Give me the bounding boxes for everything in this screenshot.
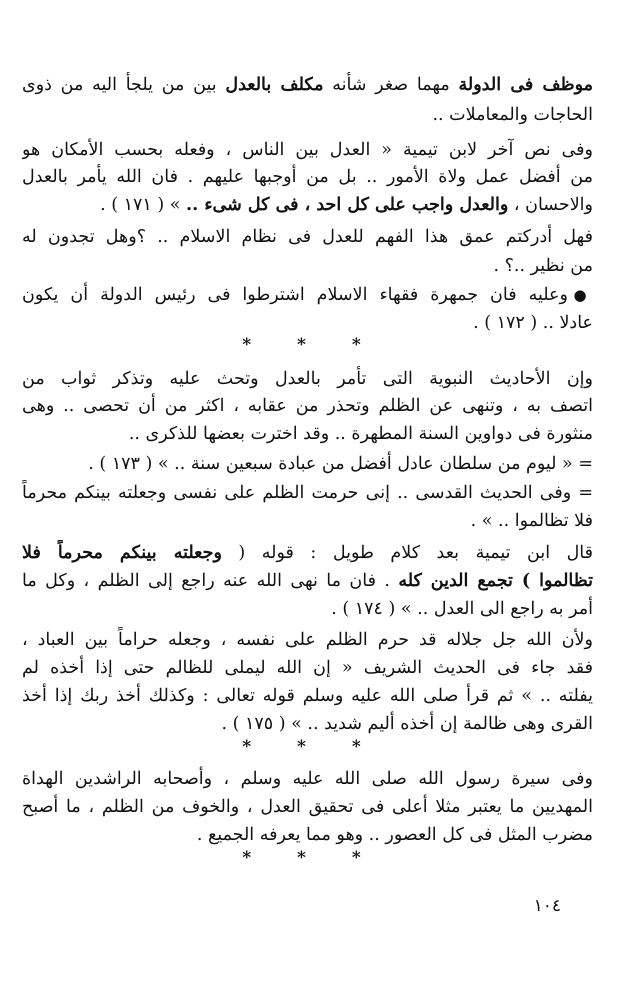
bold-phrase: تظالموا ) تجمع الدين كله xyxy=(398,571,593,591)
text-span: بين من يلجأ اليه من ذوى xyxy=(22,75,226,95)
section-divider: * * * xyxy=(242,335,381,355)
text-line: المهديين ما يعتبر مثلا أعلى فى تحقيق العدل ، والخوف من الظلم ، ما أصبح xyxy=(22,797,593,817)
bold-phrase: وجعلته بينكم محرماً فلا xyxy=(22,543,222,563)
text-line: الحاجات والمعاملات .. xyxy=(432,105,593,125)
section-divider: * * * xyxy=(242,848,381,868)
text-span: وعليه فان جمهرة فقهاء الاسلام اشترطوا فى رئيس الدولة أن يكون xyxy=(22,285,574,305)
text-line: عادلا .. ( ١٧٢ ) . xyxy=(473,313,593,333)
text-line xyxy=(22,192,593,218)
text-line: اتصف به ، وتنهى عن الظلم وتحذر من عقابه ، اكثر من أن تحصى .. وهى xyxy=(22,396,593,416)
text-line: أمر به راجع الى العدل .. » ( ١٧٤ ) . xyxy=(331,599,593,619)
text-line: فقد جاء فى الحديث الشريف « إن الله ليملى للظالم حتى إذا أخذه لم xyxy=(22,658,593,678)
text-line xyxy=(22,568,593,594)
bold-phrase: مكلف بالعدل xyxy=(225,75,324,95)
text-line: وفى سيرة رسول الله صلى الله عليه وسلم ، وأصحابه الراشدين الهداة xyxy=(22,769,593,789)
bold-phrase: والعدل واجب على كل احد ، فى كل شىء .. xyxy=(186,195,509,215)
text-line: فلا تظالموا .. » . xyxy=(470,511,593,531)
text-line xyxy=(22,72,593,98)
text-line: = وفى الحديث القدسى .. إنى حرمت الظلم على نفسى وجعلته بينكم محرماً xyxy=(22,483,593,503)
text-line: من أفضل عمل ولاة الأمور .. بل من أوجبها عليهم . فان الله يأمر بالعدل xyxy=(22,167,593,187)
bold-phrase: موظف فى الدولة xyxy=(458,75,593,95)
text-line: وفى نص آخر لابن تيمية « العدل بين الناس ، وفعله بحسب الأمكان هو xyxy=(22,140,593,160)
text-line: ولأن الله جل جلاله قد حرم الظلم على نفسه ، وجعله حراماً بين العباد ، xyxy=(22,630,593,650)
text-line: القرى وهى ظالمة إن أخذه أليم شديد .. » ( ١٧٥ ) . xyxy=(221,714,593,734)
section-divider: * * * xyxy=(242,737,381,757)
bullet-icon: ● xyxy=(573,286,593,304)
text-span: قال ابن تيمية بعد كلام طويل : قوله ( xyxy=(221,543,593,563)
text-line: = « ليوم من سلطان عادل أفضل من عبادة سبعين سنة .. » ( ١٧٣ ) . xyxy=(88,454,593,474)
text-line: من نظير ..؟ . xyxy=(493,256,593,276)
footnote-ref: » ( ١٧١ ) . xyxy=(100,195,187,215)
text-line: مضرب المثل فى كل العصور .. وهو مما يعرفه الجميع . xyxy=(196,825,593,845)
text-span: . فان ما نهى الله عنه راجع إلى الظلم ، وكل ما xyxy=(22,571,399,591)
text-line xyxy=(22,540,593,566)
text-line: منثورة فى دواوين السنة المطهرة .. وقد اخترت بعضها للذكرى .. xyxy=(128,424,593,444)
text-span: مهما صغر شأنه xyxy=(323,75,459,95)
text-line xyxy=(22,282,593,308)
page-number: ١٠٤ xyxy=(533,896,561,916)
text-line: يفلته .. » ثم قرأ صلى الله عليه وسلم قوله تعالى : وكذلك أخذ ربك إذا أخذ xyxy=(22,686,593,706)
text-span: والاحسان ، xyxy=(508,195,593,215)
text-line: فهل أدركتم عمق هذا الفهم للعدل فى نظام الاسلام .. ؟وهل تجدون له xyxy=(22,227,593,247)
text-line: وإن الأحاديث النبوية التى تأمر بالعدل وتحث عليه وتذكر ثواب من xyxy=(22,369,593,389)
